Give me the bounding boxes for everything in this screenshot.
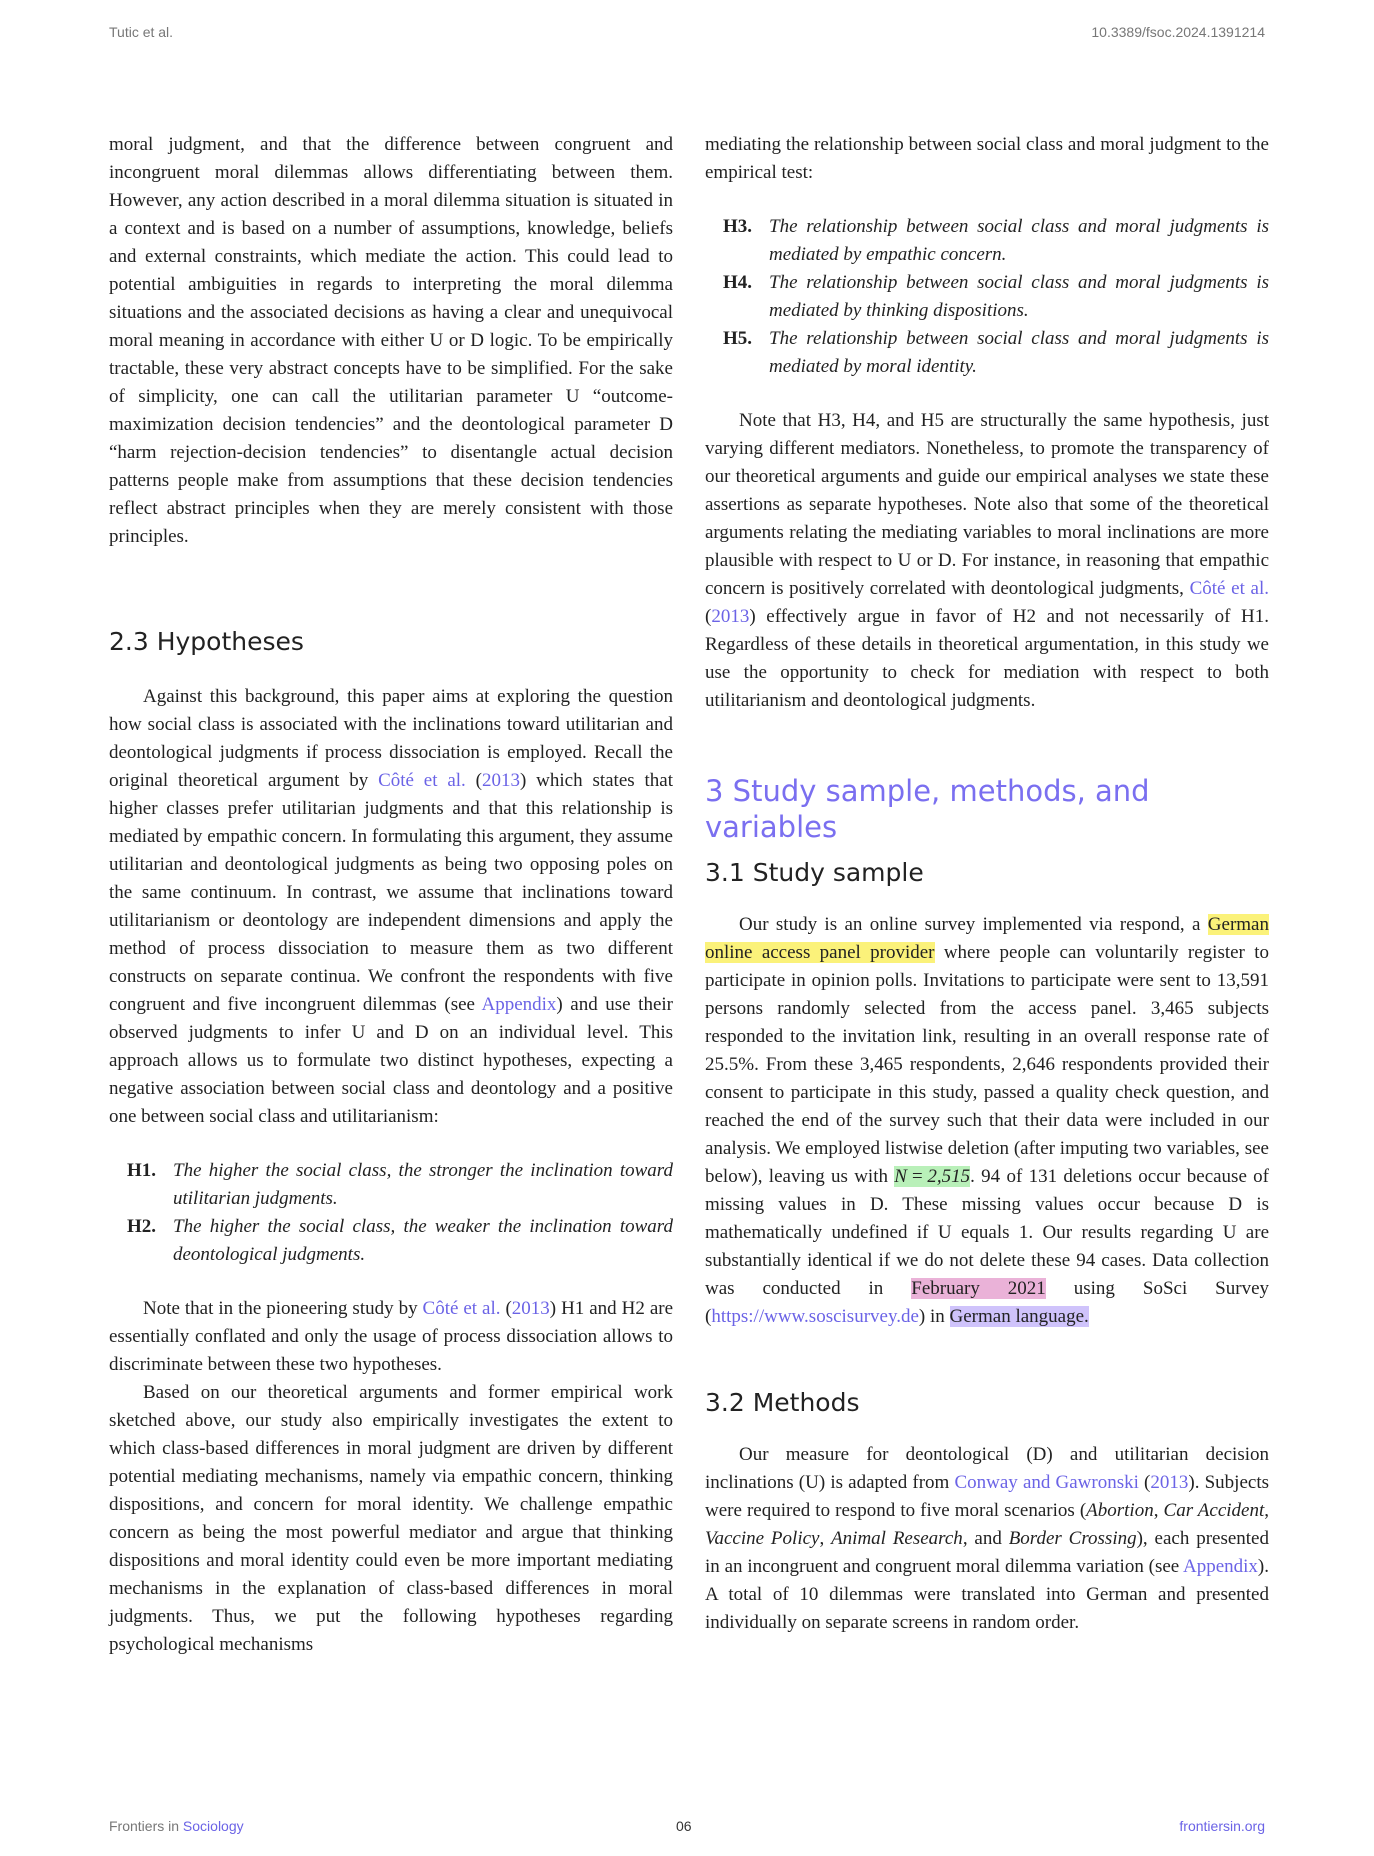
section-heading-3-2: 3.2 Methods [705, 1388, 860, 1417]
citation-link-cote[interactable]: Côté et al. [422, 1298, 501, 1319]
running-header-authors: Tutic et al. [109, 24, 174, 40]
hypothesis-label: H4. [723, 272, 753, 293]
site-link[interactable]: frontiersin.org [1179, 1818, 1265, 1834]
paragraph: Our study is an online survey implemented via respond, a German online access panel provider where people can voluntarily register to participate in opinion polls. Invitations to participate were sent to 13,591 persons randomly selected from the access panel. 3,465 subjects responded to the invitation link, resulting in an overall response rate of 25.5%. From these 3,465 respondents, 2,646 respondents provided their consent to participate in this study, passed a quality check question, and reached the end of the survey such that their data were included in our analysis. We employed listwise deletion (after imputing two variables, see below), leaving us with N = 2,515. 94 of 131 deletions occur because of missing values in D. These missing values occur because D is mathematically undefined if U equals 1. Our results regarding U are substantially identical if we do not delete these 94 cases. Data collection was conducted in February 2021 using SoSci Survey (https://www.soscisurvey.de) in German language. [705, 914, 1270, 1327]
citation-link-year[interactable]: 2013 [482, 770, 520, 791]
hypothesis-item [723, 325, 1269, 381]
section-heading-3-1: 3.1 Study sample [705, 858, 924, 887]
paragraph: Our measure for deontological (D) and utilitarian decision inclinations (U) is adapted from Conway and Gawronski (2013). Subjects were required to respond to five moral scenarios (Abortion, Car Accident, Vaccine Policy, Animal Research, and Border Crossing), each presented in an incongruent and congruent moral dilemma variation (see Appendix). A total of 10 dilemmas were translated into German and presented individually on separate screens in random order. [705, 1444, 1270, 1633]
hypothesis-label: H3. [723, 216, 753, 237]
right-column [705, 131, 1269, 1637]
soscisurvey-link[interactable]: https://www.soscisurvey.de [711, 1306, 919, 1327]
hypothesis-label: H5. [723, 328, 753, 349]
page-number: 06 [676, 1818, 692, 1834]
citation-link-year[interactable]: 2013 [1150, 1472, 1189, 1493]
citation-link-year[interactable]: 2013 [711, 606, 750, 627]
hypothesis-text: The higher the social class, the stronger the inclination toward utilitarian judgments. [173, 1160, 673, 1209]
citation-link-cote[interactable]: Côté et al. [378, 770, 466, 791]
highlight-yellow: German online access panel provider [705, 914, 1269, 963]
paragraph: moral judgment, and that the difference between congruent and incongruent moral dilemmas allows differentiating between them. However, any action described in a moral dilemma situation is situated in a context and is based on a number of assumptions, knowledge, beliefs and external constraints, which mediate the action. This could lead to potential ambiguities in regards to interpreting the moral dilemma situations and the associated decisions as having a clear and unequivocal moral meaning in accordance with either U or D logic. To be empirically tractable, these very abstract concepts have to be simplified. For the sake of simplicity, one can call the utilitarian parameter U “outcome-maximization decision tendencies” and the deontological parameter D “harm rejection-decision tendencies” to disentangle actual decision patterns people make from assumptions that these decision tendencies reflect abstract principles when they are merely consistent with those principles. [109, 134, 673, 547]
section-heading-2-3: 2.3 Hypotheses [109, 627, 304, 656]
hypothesis-text: The higher the social class, the weaker the inclination toward deontological judgments. [173, 1216, 673, 1265]
running-header-doi: 10.3389/fsoc.2024.1391214 [1091, 24, 1265, 40]
hypothesis-item [723, 213, 1269, 269]
appendix-link[interactable]: Appendix [481, 994, 557, 1015]
hypothesis-text: The relationship between social class and moral judgments is mediated by thinking dispositions. [769, 272, 1269, 321]
hypothesis-label: H1. [127, 1160, 157, 1181]
paragraph: Note that in the pioneering study by Côté et al. (2013) H1 and H2 are essentially conflated and only the usage of process dissociation allows to discriminate between these two hypotheses. [109, 1298, 674, 1375]
journal-link[interactable]: Sociology [182, 1818, 244, 1834]
highlight-green: N = 2,515 [894, 1166, 971, 1187]
hypothesis-item [127, 1157, 673, 1213]
hypotheses-list-h3-h5 [705, 213, 1269, 381]
citation-link-cote[interactable]: Côté et al. [1189, 578, 1270, 599]
paragraph: Against this background, this paper aims at exploring the question how social class is associated with the inclinations toward utilitarian and deontological judgments if process dissociation is employed. Recall the original theoretical argument by Côté et al. (2013) which states that higher classes prefer utilitarian judgments and that this relationship is mediated by empathic concern. In formulating this argument, they assume utilitarian and deontological judgments as being two opposing poles on the same continuum. In contrast, we assume that inclinations toward utilitarianism or deontology are independent dimensions and apply the method of process dissociation to measure them as two different constructs on separate continua. We confront the respondents with five congruent and five incongruent dilemmas (see Appendix) and use their observed judgments to infer U and D on an individual level. This approach allows us to formulate two distinct hypotheses, expecting a negative association between social class and deontology and a positive one between social class and utilitarianism: [109, 686, 673, 1127]
hypothesis-item [723, 269, 1269, 325]
highlight-pink: February 2021 [911, 1278, 1046, 1299]
paragraph: mediating the relationship between social class and moral judgment to the empirical test: [705, 134, 1269, 183]
highlight-purple: German language. [949, 1306, 1089, 1327]
section-heading-3: 3 Study sample, methods, and variables [705, 774, 1150, 844]
hypothesis-label: H2. [127, 1216, 157, 1237]
hypothesis-text: The relationship between social class and moral judgments is mediated by empathic concern. [769, 216, 1269, 265]
citation-link-year[interactable]: 2013 [511, 1298, 550, 1319]
hypotheses-list-h1-h2 [109, 1157, 673, 1269]
hypothesis-item [127, 1213, 673, 1269]
citation-link-conway[interactable]: Conway and Gawronski [954, 1472, 1139, 1493]
paragraph: Note that H3, H4, and H5 are structurally the same hypothesis, just varying different mediators. Nonetheless, to promote the transparency of our theoretical arguments and guide our empirical analyses we state these assertions as separate hypotheses. Note also that some of the theoretical arguments relating the mediating variables to moral inclinations are more plausible with respect to U or D. For instance, in reasoning that empathic concern is positively correlated with deontological judgments, Côté et al. (2013) effectively argue in favor of H2 and not necessarily of H1. Regardless of these details in theoretical argumentation, in this study we use the opportunity to check for mediation with respect to both utilitarianism and deontological judgments. [705, 410, 1270, 711]
paragraph: Based on our theoretical arguments and former empirical work sketched above, our study also empirically investigates the extent to which class-based differences in moral judgment are driven by different potential mediating mechanisms, namely via empathic concern, thinking dispositions, and concern for moral identity. We challenge empathic concern as being the most powerful mediator and argue that thinking dispositions and moral identity could even be more important mediating mechanisms in the explanation of class-based differences in moral judgments. Thus, we put the following hypotheses regarding psychological mechanisms [109, 1382, 673, 1655]
footer-journal: Frontiers in Sociology [109, 1818, 244, 1834]
appendix-link[interactable]: Appendix [1182, 1556, 1258, 1577]
hypothesis-text: The relationship between social class and moral judgments is mediated by moral identity. [769, 328, 1269, 377]
left-column [109, 131, 673, 1659]
